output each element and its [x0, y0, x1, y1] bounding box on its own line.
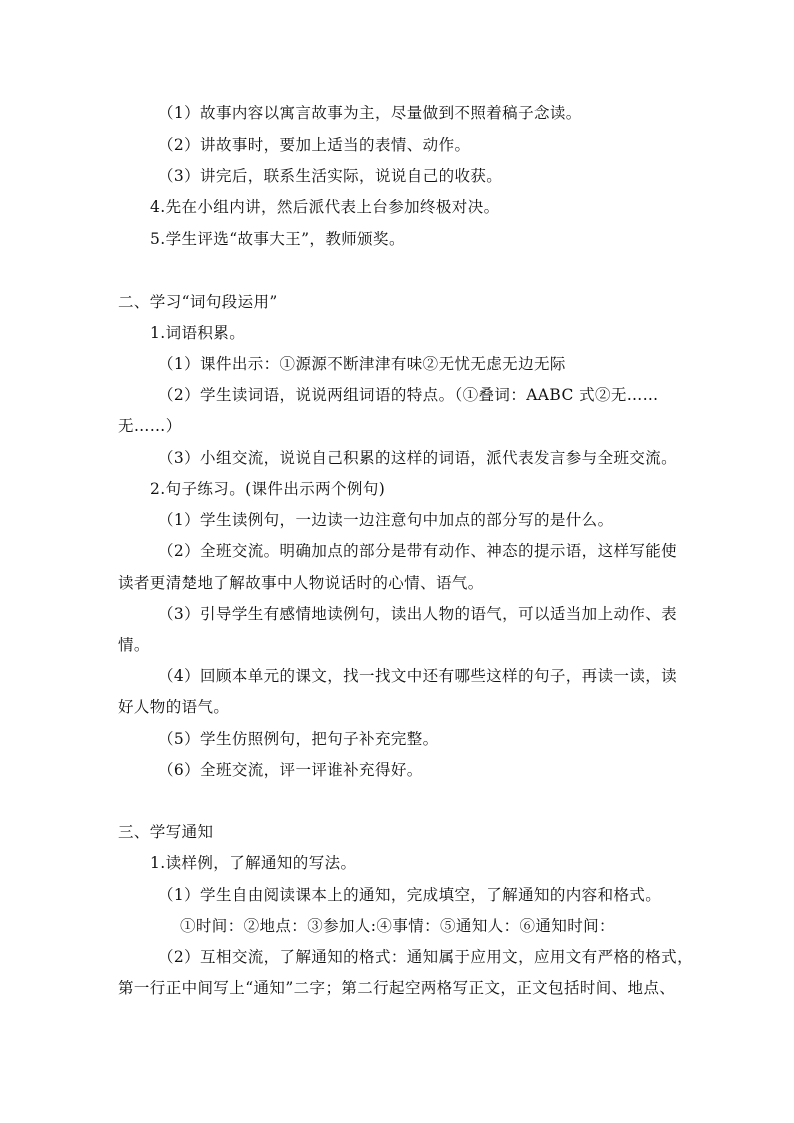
text-line: 好人物的语气。: [118, 698, 230, 716]
text-line: （1）故事内容以寓言故事为主，尽量做到不照着稿子念读。: [158, 104, 582, 122]
text-line: （2）学生读词语，说说两组词语的特点。（①叠词：AABC 式②无……: [158, 386, 659, 404]
text-line: 5.学生评选“故事大王”，教师颁奖。: [150, 230, 405, 248]
section-heading: 三、学写通知: [118, 823, 214, 841]
text-line: （3）讲完后，联系生活实际，说说自己的收获。: [158, 167, 503, 185]
text-line: 第一行正中间写上“通知”二字；第二行起空两格写正文，正文包括时间、地点、: [118, 979, 676, 997]
text-line: 4.先在小组内讲，然后派代表上台参加终极对决。: [150, 198, 500, 216]
text-line: （2）讲故事时，要加上适当的表情、动作。: [158, 136, 471, 154]
text-line: （2）全班交流。明确加点的部分是带有动作、神态的提示语，这样写能使: [158, 542, 678, 560]
text-line: 2.句子练习。(课件出示两个例句): [150, 480, 386, 498]
text-line: 情。: [118, 636, 150, 654]
text-line: （3）引导学生有感情地读例句，读出人物的语气，可以适当加上动作、表: [158, 605, 678, 623]
section-heading: 二、学习“词句段运用”: [118, 293, 278, 311]
text-line: 1.词语积累。: [150, 324, 246, 342]
text-line: （6）全班交流，评一评谁补充得好。: [158, 761, 423, 779]
text-line: （3）小组交流，说说自己积累的这样的词语，派代表发言参与全班交流。: [158, 449, 678, 467]
text-line: （2）互相交流，了解通知的格式：通知属于应用文，应用文有严格的格式，: [158, 948, 693, 966]
text-line: 1.读样例，了解通知的写法。: [150, 854, 357, 872]
text-line: 读者更清楚地了解故事中人物说话时的心情、语气。: [118, 574, 484, 592]
text-line: （5）学生仿照例句，把句子补充完整。: [158, 730, 439, 748]
text-line: （1）学生自由阅读课本上的通知，完成填空，了解通知的内容和格式。: [158, 886, 662, 904]
text-line: （4）回顾本单元的课文，找一找文中还有哪些这样的句子，再读一读，读: [158, 667, 678, 685]
text-line: （1）课件出示：①源源不断津津有味②无忧无虑无边无际: [158, 355, 566, 373]
text-line: （1）学生读例句，一边读一边注意句中加点的部分写的是什么。: [158, 511, 614, 529]
text-line: 无……）: [118, 417, 182, 435]
text-line: ①时间：②地点：③参加人:④事情：⑤通知人：⑥通知时间：: [180, 917, 615, 935]
